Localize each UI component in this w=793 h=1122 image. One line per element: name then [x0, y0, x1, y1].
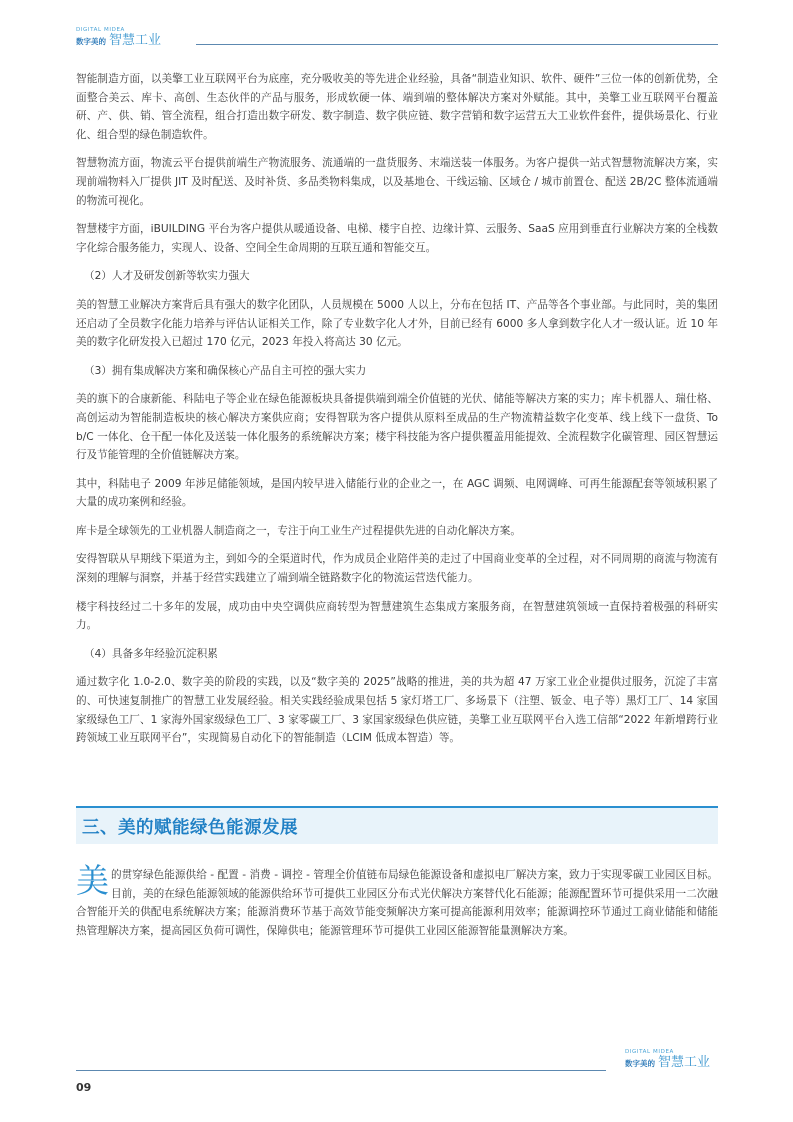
paragraph-smart-building: 智慧楼宇方面，iBUILDING 平台为客户提供从暖通设备、电梯、楼宇自控、边缘计算、云服务、SaaS 应用到垂直行业解决方案的全栈数字化综合服务能力，实现人、设备、空间全生命周期的互联互通和智能交互。 — [76, 223, 718, 254]
paragraph-building-tech: 楼宇科技经过二十多年的发展，成功由中央空调供应商转型为智慧建筑生态集成方案服务商，在智慧建筑领域一直保持着极强的科研实力。 — [76, 600, 718, 632]
header-logo-big: 智慧工业 — [109, 33, 162, 48]
footer-logo — [625, 1049, 710, 1071]
footer-logo-big: 智慧工业 — [658, 1055, 711, 1070]
paragraph-annto: 安得智联从早期线下渠道为主，到如今的全渠道时代，作为成员企业陪伴美的走过了中国商业变革的全过程，对不同周期的商流与物流有深刻的理解与洞察，并基于经营实践建立了端到端全链路数字化的物流运营迭代能力。 — [76, 553, 718, 585]
paragraph-clou: 其中，科陆电子 2009 年涉足储能领域，是国内较早进入储能行业的企业之一，在 AGC 调频、电网调峰、可再生能源配套等领域积累了大量的成功案例和经验。 — [76, 477, 718, 509]
subheading-talent: （2）人才及研发创新等软实力强大 — [84, 270, 250, 283]
section-body-text: 的贯穿绿色能源供给 - 配置 - 消费 - 调控 - 管理全价值链布局绿色能源设备和虚拟电厂解决方案，致力于实现零碳工业园区目标。目前，美的在绿色能源领域的能源供给环节可提供工业园区分布式光伏解决方案替代化石能源；能源配置环节可提供采用一二次融合智能开关的供配电系统解决方案；能源消费环节基于高效节能变频解决方案可提高能源利用效率；能源调控环节通过工商业储能和储能热管理解决方案，提高园区负荷可调性，保障供电；能源管理环节可提供工业园区能源智能量测解决方案。 — [76, 869, 718, 937]
header-logo — [76, 27, 161, 49]
header-logo-en: DIGITAL MIDEA — [76, 27, 125, 33]
page-number: 09 — [76, 1081, 92, 1094]
header-divider — [196, 44, 718, 45]
main-content — [76, 70, 718, 758]
paragraph-smart-manufacturing: 智能制造方面，以美擎工业互联网平台为底座，充分吸收美的等先进企业经验，具备“制造业知识、软件、硬件”三位一体的创新优势，全面整合美云、库卡、高创、生态伙伴的产品与服务，形成软硬一体、端到端的整体解决方案对外赋能。其中，美擎工业互联网平台覆盖研、产、供、销、管全流程，组合打造出数字研发、数字制造、数字供应链、数字营销和数字运营五大工业软件套件，提供场景化、行业化、组合型的绿色制造软件。 — [76, 73, 718, 141]
paragraph-integration: 美的旗下的合康新能、科陆电子等企业在绿色能源板块具备提供端到端全价值链的光伏、储能等解决方案的实力；库卡机器人、瑞仕格、高创运动为智能制造板块的核心解决方案供应商；安得智联为客户提供从原料至成品的生产物流精益数字化变革、线上线下一盘货、To b/C 一体化、仓干配一体化及送装一体化服务的系统解决方案；楼宇科技能为客户提供覆盖用能提效、全流程数字化碳管理、园区智慧运行及节能管理的全价值链解决方案。 — [76, 393, 718, 462]
drop-cap: 美 — [76, 861, 109, 900]
section-body — [76, 861, 718, 940]
section-header-band — [76, 806, 718, 844]
paragraph-experience: 通过数字化 1.0-2.0、数字美的阶段的实践，以及“数字美的 2025”战略的推进，美的共为超 47 万家工业企业提供过服务，沉淀了丰富的、可快速复制推广的智慧工业发展经验。相关实践经验成果包括 5 家灯塔工厂、多场景下（注塑、钣金、电子等）黑灯工厂、14 家国家级绿色工厂、1 家海外国家级绿色工厂、3 家零碳工厂、3 家国家级绿色供应链，美擎工业互联网平台入选工信部“2022 年新增跨行业跨领域工业互联网平台”，实现简易自动化下的智能制造（LCIM 低成本智造）等。 — [76, 676, 718, 745]
paragraph-smart-logistics: 智慧物流方面，物流云平台提供前端生产物流服务、流通端的一盘货服务、末端送装一体服务。为客户提供一站式智慧物流解决方案，实现前端物料入厂提供 JIT 及时配送、及时补货、多品类物料集成，以及基地仓、干线运输、区域仓 / 城市前置仓、配送 2B/2C 整体流通端的物流可视化。 — [76, 157, 718, 207]
footer-logo-en: DIGITAL MIDEA — [625, 1049, 674, 1055]
footer-logo-small: 数字美的 — [625, 1059, 655, 1068]
subheading-integration: （3）拥有集成解决方案和确保核心产品自主可控的强大实力 — [84, 364, 367, 377]
header-logo-small: 数字美的 — [76, 37, 106, 46]
section-title: 三、美的赋能绿色能源发展 — [82, 818, 298, 838]
footer-divider — [76, 1070, 606, 1071]
paragraph-talent: 美的智慧工业解决方案背后具有强大的数字化团队，人员规模在 5000 人以上，分布在包括 IT、产品等各个事业部。与此同时，美的集团还启动了全员数字化能力培养与评估认证相关工作，除了专业数字化人才外，目前已经有 6000 多人拿到数字化人才一级认证。近 10 年美的数字化研发投入已超过 170 亿元，2023 年投入将高达 30 亿元。 — [76, 298, 718, 349]
subheading-experience: （4）具备多年经验沉淀积累 — [84, 647, 218, 660]
paragraph-kuka: 库卡是全球领先的工业机器人制造商之一，专注于向工业生产过程提供先进的自动化解决方案。 — [76, 524, 521, 537]
